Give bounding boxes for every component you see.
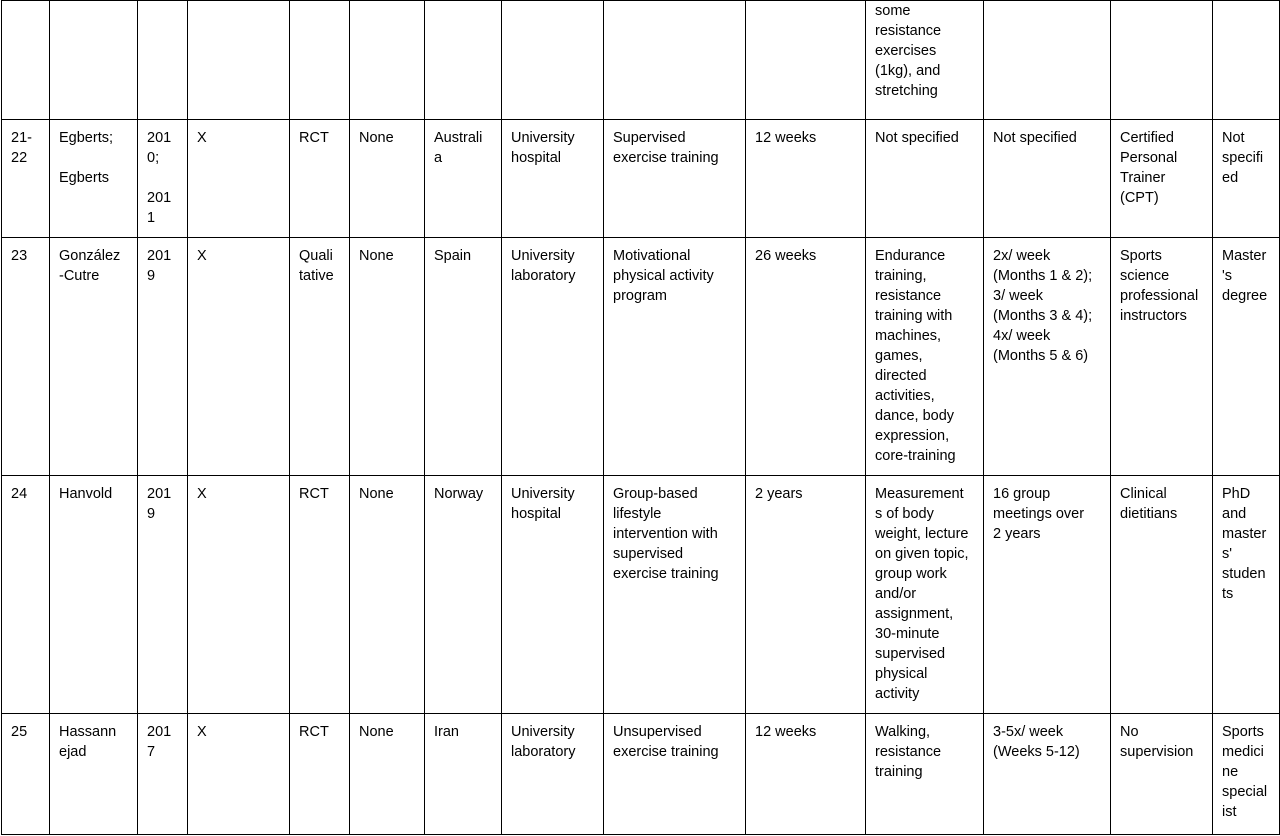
table-cell: RCT — [290, 714, 350, 835]
table-cell: 23 — [2, 238, 50, 476]
table-cell: Sports medici ne special ist — [1213, 714, 1280, 835]
table-row — [2, 120, 1280, 238]
table-cell: Australi a — [425, 120, 502, 238]
table-cell: 201 9 — [138, 238, 188, 476]
table-cell: PhD and master s' studen ts — [1213, 476, 1280, 714]
table-cell — [290, 1, 350, 120]
table-row — [2, 1, 1280, 120]
table-cell: University hospital — [502, 120, 604, 238]
table-cell: Certified Personal Trainer (CPT) — [1111, 120, 1213, 238]
table-cell: University laboratory — [502, 238, 604, 476]
table-cell: Spain — [425, 238, 502, 476]
table-cell: 3-5x/ week (Weeks 5-12) — [984, 714, 1111, 835]
table-cell — [604, 1, 746, 120]
table-cell: Hanvold — [50, 476, 138, 714]
table-cell — [350, 1, 425, 120]
table-cell — [1213, 1, 1280, 120]
table-cell: Motivational physical activity program — [604, 238, 746, 476]
table-cell — [502, 1, 604, 120]
table-cell: Hassann ejad — [50, 714, 138, 835]
table-cell — [984, 1, 1111, 120]
table-row — [2, 714, 1280, 835]
table-cell: Not specifi ed — [1213, 120, 1280, 238]
table-cell: 201 7 — [138, 714, 188, 835]
table-cell: Supervised exercise training — [604, 120, 746, 238]
table-cell: RCT — [290, 476, 350, 714]
table-cell: None — [350, 238, 425, 476]
table-cell: University hospital — [502, 476, 604, 714]
table-cell: 2 years — [746, 476, 866, 714]
table-cell: X — [188, 476, 290, 714]
table-cell — [188, 1, 290, 120]
table-cell: Norway — [425, 476, 502, 714]
table-cell — [425, 1, 502, 120]
table-cell: X — [188, 120, 290, 238]
table-cell: 16 group meetings over 2 years — [984, 476, 1111, 714]
table-cell: Quali tative — [290, 238, 350, 476]
table-cell: Group-based lifestyle intervention with supervised exercise training — [604, 476, 746, 714]
table-cell: None — [350, 120, 425, 238]
table-cell: Walking, resistance training — [866, 714, 984, 835]
table-cell: Measurement s of body weight, lecture on given topic, group work and/or assignment, 30-minute supervised physical activity — [866, 476, 984, 714]
table-cell: 201 0; 201 1 — [138, 120, 188, 238]
table-cell: 12 weeks — [746, 120, 866, 238]
table-cell: None — [350, 476, 425, 714]
table-cell: 201 9 — [138, 476, 188, 714]
table-cell: 21- 22 — [2, 120, 50, 238]
table-cell: Clinical dietitians — [1111, 476, 1213, 714]
table-cell: Not specified — [984, 120, 1111, 238]
table-cell — [2, 1, 50, 120]
table-cell: Iran — [425, 714, 502, 835]
table-cell: RCT — [290, 120, 350, 238]
table-cell: González -Cutre — [50, 238, 138, 476]
table-cell: Sports science professional instructors — [1111, 238, 1213, 476]
table-cell: X — [188, 238, 290, 476]
table-cell — [866, 1, 984, 120]
table-cell — [138, 1, 188, 120]
table-cell: Master 's degree — [1213, 238, 1280, 476]
table-cell — [746, 1, 866, 120]
table-cell: None — [350, 714, 425, 835]
table-cell: 2x/ week (Months 1 & 2); 3/ week (Months 3 & 4); 4x/ week (Months 5 & 6) — [984, 238, 1111, 476]
table-row — [2, 238, 1280, 476]
table-cell — [50, 1, 138, 120]
table-cell: University laboratory — [502, 714, 604, 835]
cell-text: some resistance exercises (1kg), and stretching — [875, 3, 942, 99]
table-cell: 12 weeks — [746, 714, 866, 835]
study-characteristics-table — [1, 0, 1280, 835]
table-cell: Not specified — [866, 120, 984, 238]
table-cell: X — [188, 714, 290, 835]
table-row — [2, 476, 1280, 714]
table-cell: Endurance training, resistance training with machines, games, directed activities, dance, body expression, core-training — [866, 238, 984, 476]
table-cell: Egberts; Egberts — [50, 120, 138, 238]
table-cell: Unsupervised exercise training — [604, 714, 746, 835]
table-cell: No supervision — [1111, 714, 1213, 835]
table-cell: 26 weeks — [746, 238, 866, 476]
table-cell: 25 — [2, 714, 50, 835]
table-cell — [1111, 1, 1213, 120]
table-cell: 24 — [2, 476, 50, 714]
